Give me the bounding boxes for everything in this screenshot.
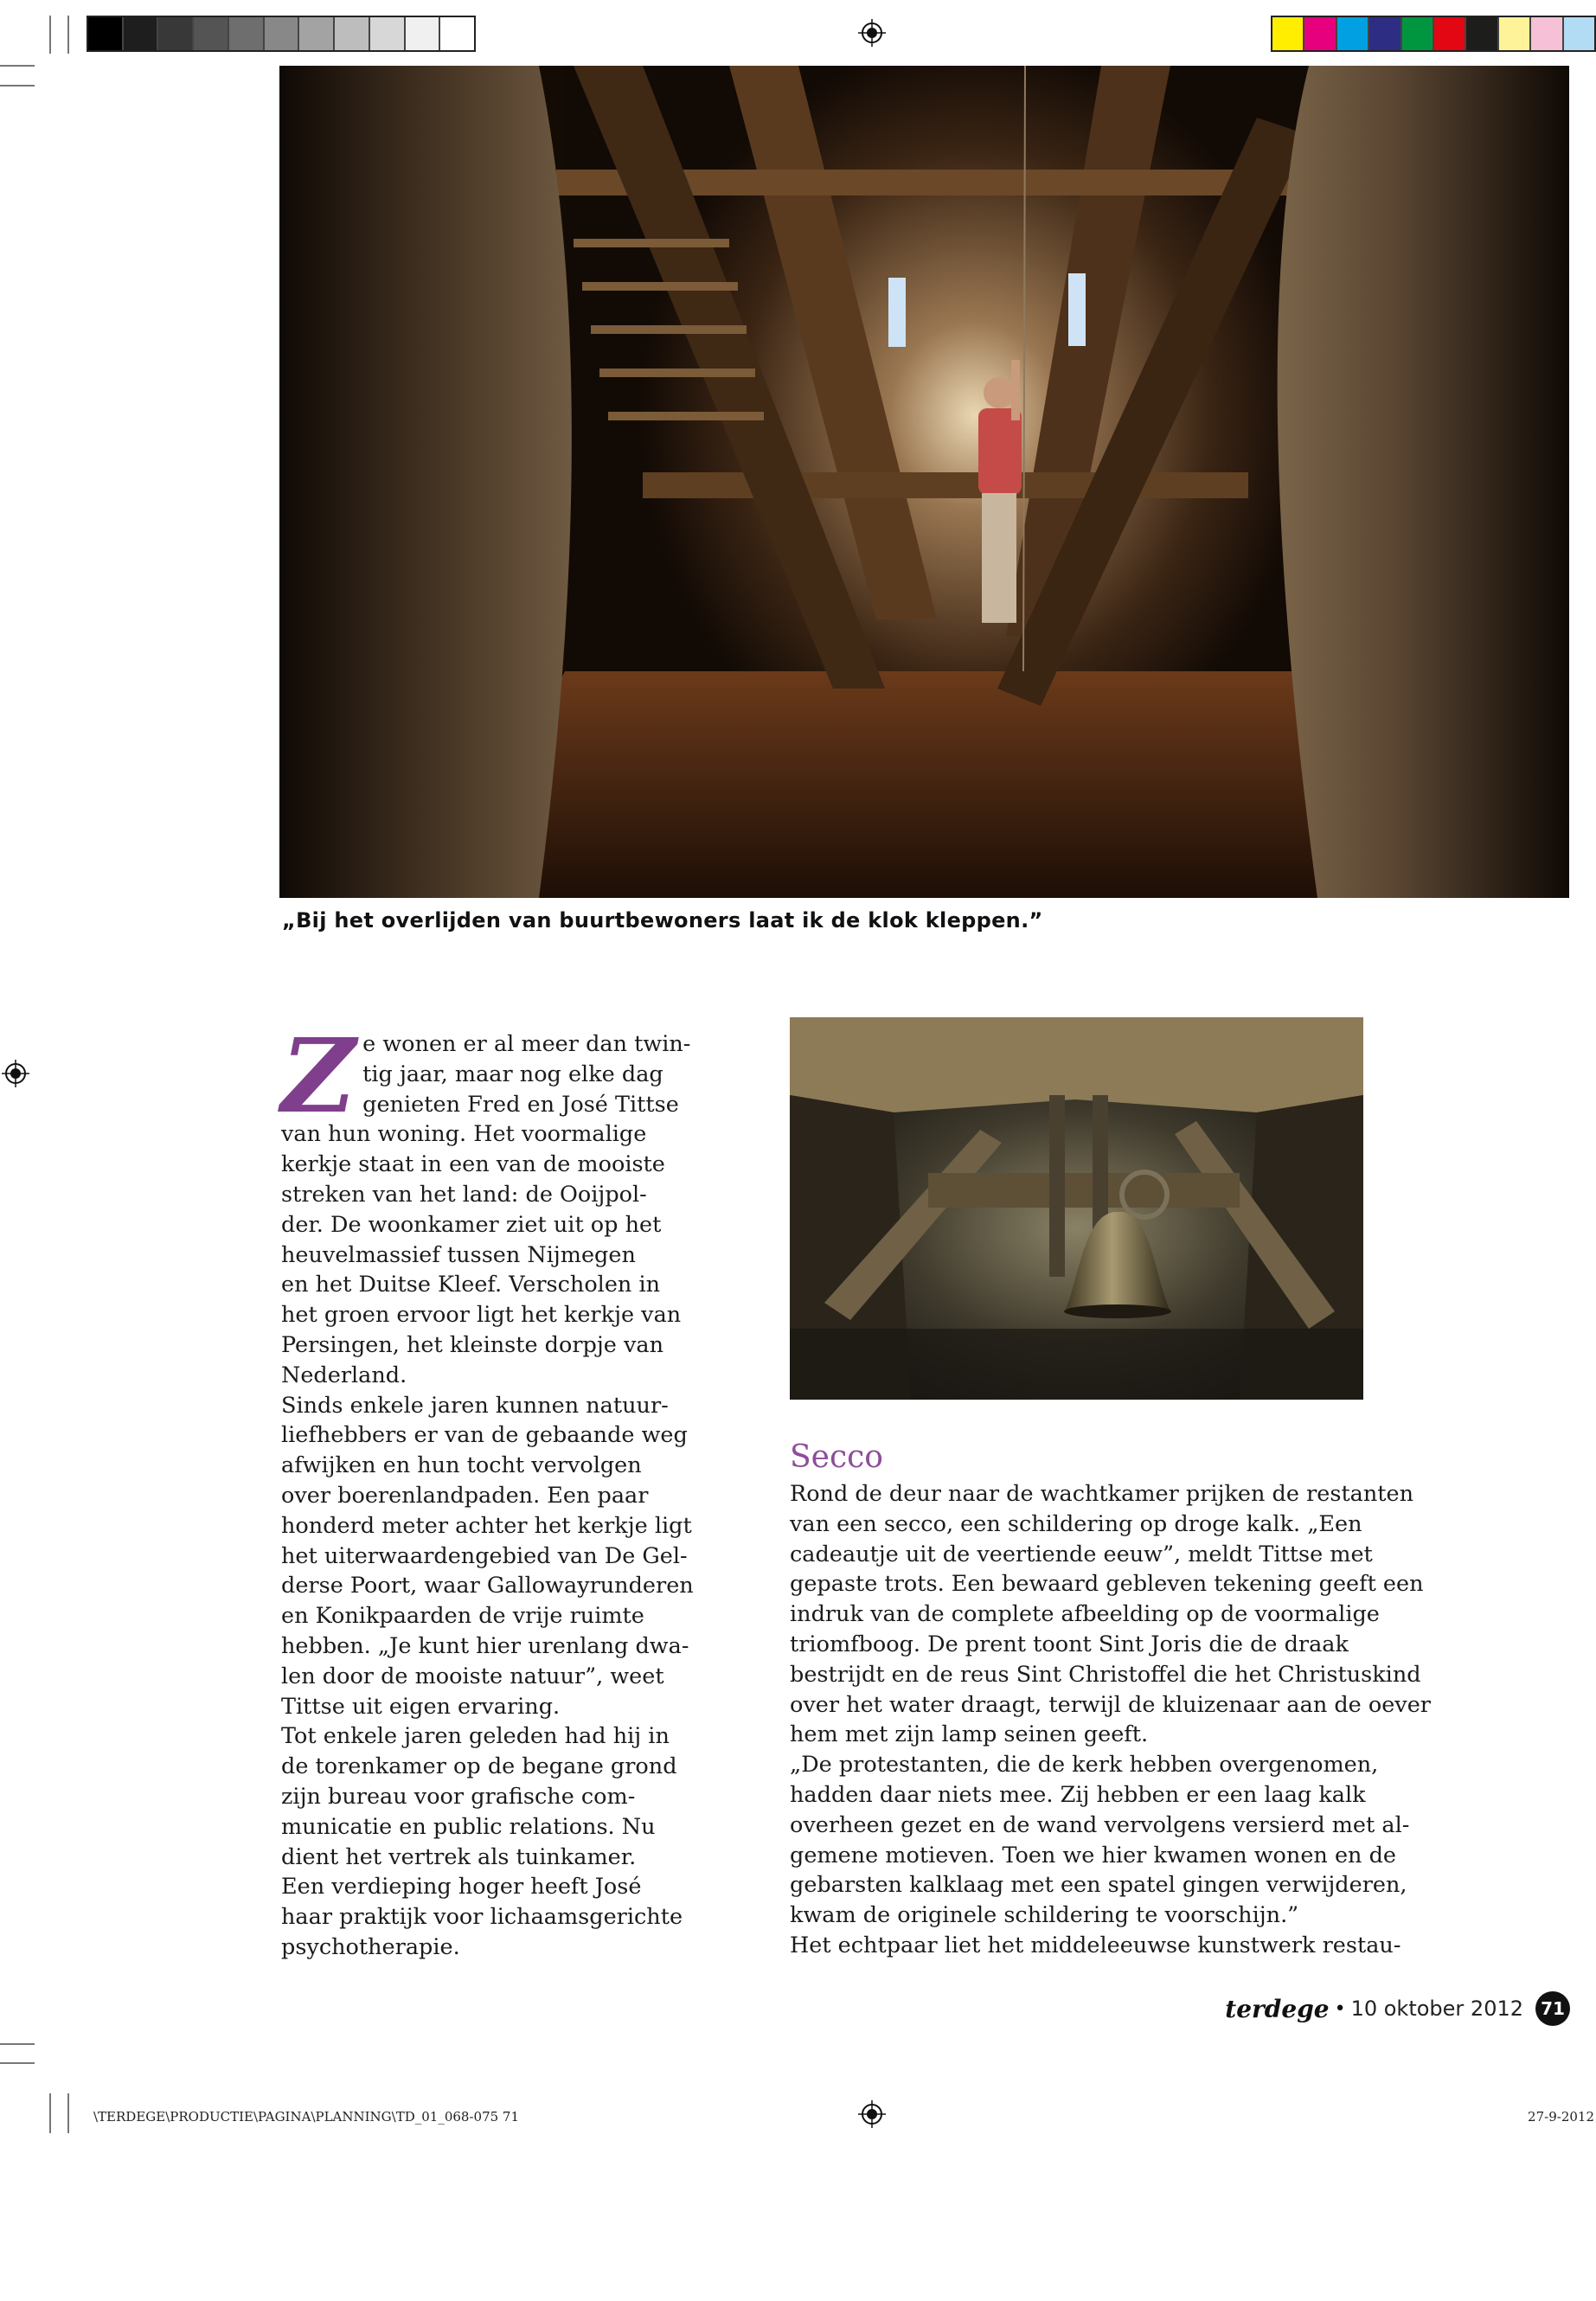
body-line: indruk van de complete afbeelding op de voormalige xyxy=(790,1601,1380,1628)
body-line: der. De woonkamer ziet uit op het xyxy=(281,1211,662,1238)
production-slug-date: 27-9-2012 xyxy=(1528,2109,1594,2125)
body-line: gemene motieven. Toen we hier kwamen wonen en de xyxy=(790,1842,1396,1868)
body-line: Een verdieping hoger heeft José xyxy=(281,1874,642,1900)
body-line: Het echtpaar liet het middeleeuwse kunstwerk restau- xyxy=(790,1932,1401,1958)
body-line: van hun woning. Het voormalige xyxy=(281,1121,647,1148)
body-line: Rond de deur naar de wachtkamer prijken de restanten xyxy=(790,1481,1414,1507)
body-line: hem met zijn lamp seinen geeft. xyxy=(790,1721,1149,1748)
gray-swatch xyxy=(370,17,406,50)
body-line: „De protestanten, die de kerk hebben overgenomen, xyxy=(790,1752,1379,1779)
crop-mark-bottom-left-v2 xyxy=(67,2093,69,2133)
issue-date: 10 oktober 2012 xyxy=(1350,1997,1523,2021)
gray-swatch xyxy=(406,17,441,50)
color-swatch xyxy=(1466,17,1498,50)
crop-mark-top-left-h2 xyxy=(0,85,35,87)
color-swatches xyxy=(1271,16,1596,52)
body-line: kerkje staat in een van de mooiste xyxy=(281,1151,665,1178)
right-column xyxy=(790,1479,1431,1961)
body-line: derse Poort, waar Gallowayrunderen xyxy=(281,1573,694,1599)
gray-swatch xyxy=(335,17,370,50)
body-line: Nederland. xyxy=(281,1362,407,1388)
body-line: Tittse uit eigen ervaring. xyxy=(281,1693,561,1720)
body-line: zijn bureau voor grafische com- xyxy=(281,1783,636,1810)
body-line: hebben. „Je kunt hier urenlang dwa- xyxy=(281,1632,689,1659)
photo-caption: „Bij het overlijden van buurtbewoners laat ik de klok kleppen.” xyxy=(282,908,1043,933)
body-line: liefhebbers er van de gebaande weg xyxy=(281,1422,688,1449)
body-line: triomfboog. De prent toont Sint Joris die de draak xyxy=(790,1631,1349,1657)
body-line: over het water draagt, terwijl de kluizenaar aan de oever xyxy=(790,1691,1431,1718)
body-line: Sinds enkele jaren kunnen natuur- xyxy=(281,1392,669,1419)
gray-swatch xyxy=(299,17,335,50)
registration-mark-left xyxy=(2,1060,29,1087)
page-number-badge: 71 xyxy=(1535,1991,1570,2026)
body-line: overheen gezet en de wand vervolgens versierd met al- xyxy=(790,1811,1410,1838)
body-line: municatie en public relations. Nu xyxy=(281,1813,656,1840)
body-line: kwam de originele schildering te voorschijn.” xyxy=(790,1902,1299,1929)
body-line: streken van het land: de Ooijpol- xyxy=(281,1181,647,1208)
crop-mark-bottom-left-h2 xyxy=(0,2062,35,2064)
body-line: len door de mooiste natuur”, weet xyxy=(281,1663,664,1689)
body-line: afwijken en hun tocht vervolgen xyxy=(281,1452,642,1479)
crop-mark-top-left-h1 xyxy=(0,65,35,67)
body-line: gepaste trots. Een bewaard gebleven tekening geeft een xyxy=(790,1571,1424,1598)
body-line: e wonen er al meer dan twin- xyxy=(362,1031,691,1057)
gray-swatch xyxy=(265,17,300,50)
left-column xyxy=(281,1016,694,1963)
body-line: Tot enkele jaren geleden had hij in xyxy=(281,1723,670,1750)
crop-mark-bottom-left-v1 xyxy=(49,2093,51,2133)
color-swatch xyxy=(1564,17,1594,50)
body-line: en het Duitse Kleef. Verscholen in xyxy=(281,1272,661,1298)
drop-cap: Z xyxy=(281,1016,356,1136)
color-swatch xyxy=(1531,17,1563,50)
body-line: van een secco, een schildering op droge kalk. „Een xyxy=(790,1510,1362,1537)
body-line: en Konikpaarden de vrije ruimte xyxy=(281,1603,644,1630)
body-line: cadeautje uit de veertiende eeuw”, meldt Tittse met xyxy=(790,1541,1373,1567)
body-line: heuvelmassief tussen Nijmegen xyxy=(281,1241,636,1268)
body-line: over boerenlandpaden. Een paar xyxy=(281,1482,649,1509)
color-swatch xyxy=(1337,17,1369,50)
color-swatch xyxy=(1402,17,1434,50)
grayscale-swatches xyxy=(87,16,476,52)
page-footer xyxy=(1225,1991,1570,2026)
body-line: hadden daar niets mee. Zij hebben er een laag kalk xyxy=(790,1781,1366,1808)
church-bell-photo xyxy=(790,1017,1363,1400)
footer-bullet: • xyxy=(1334,1997,1346,2020)
body-line: bestrijdt en de reus Sint Christoffel die het Christuskind xyxy=(790,1661,1421,1688)
registration-mark-bottom xyxy=(858,2100,886,2128)
color-swatch xyxy=(1434,17,1466,50)
body-line: Persingen, het kleinste dorpje van xyxy=(281,1331,664,1358)
section-subhead: Secco xyxy=(790,1439,883,1475)
crop-mark-top-left-v2 xyxy=(67,16,69,54)
body-line: de torenkamer op de begane grond xyxy=(281,1753,677,1780)
production-slug-path: \TERDEGE\PRODUCTIE\PAGINA\PLANNING\TD_01_068-075 71 xyxy=(93,2109,520,2125)
body-line: genieten Fred en José Tittse xyxy=(362,1091,679,1118)
bell-tower-photo xyxy=(279,66,1569,898)
body-line: het uiterwaardengebied van De Gel- xyxy=(281,1542,688,1569)
body-line: honderd meter achter het kerkje ligt xyxy=(281,1512,692,1539)
gray-swatch xyxy=(440,17,474,50)
color-swatch xyxy=(1369,17,1401,50)
body-line: haar praktijk voor lichaamsgerichte xyxy=(281,1904,683,1931)
gray-swatch xyxy=(88,17,124,50)
body-line: psychotherapie. xyxy=(281,1933,460,1960)
color-swatch xyxy=(1272,17,1304,50)
gray-swatch xyxy=(229,17,265,50)
crop-mark-top-left-v1 xyxy=(49,16,51,54)
body-line: het groen ervoor ligt het kerkje van xyxy=(281,1302,682,1329)
registration-mark-top xyxy=(858,19,886,47)
gray-swatch xyxy=(124,17,159,50)
color-swatch xyxy=(1304,17,1336,50)
color-swatch xyxy=(1499,17,1531,50)
body-line: dient het vertrek als tuinkamer. xyxy=(281,1843,637,1870)
gray-swatch xyxy=(194,17,229,50)
gray-swatch xyxy=(158,17,194,50)
magazine-brand: terdege xyxy=(1225,1994,1330,2023)
body-line: gebarsten kalklaag met een spatel gingen verwijderen, xyxy=(790,1872,1407,1899)
crop-mark-bottom-left-h1 xyxy=(0,2043,35,2045)
body-line: tig jaar, maar nog elke dag xyxy=(362,1061,663,1087)
